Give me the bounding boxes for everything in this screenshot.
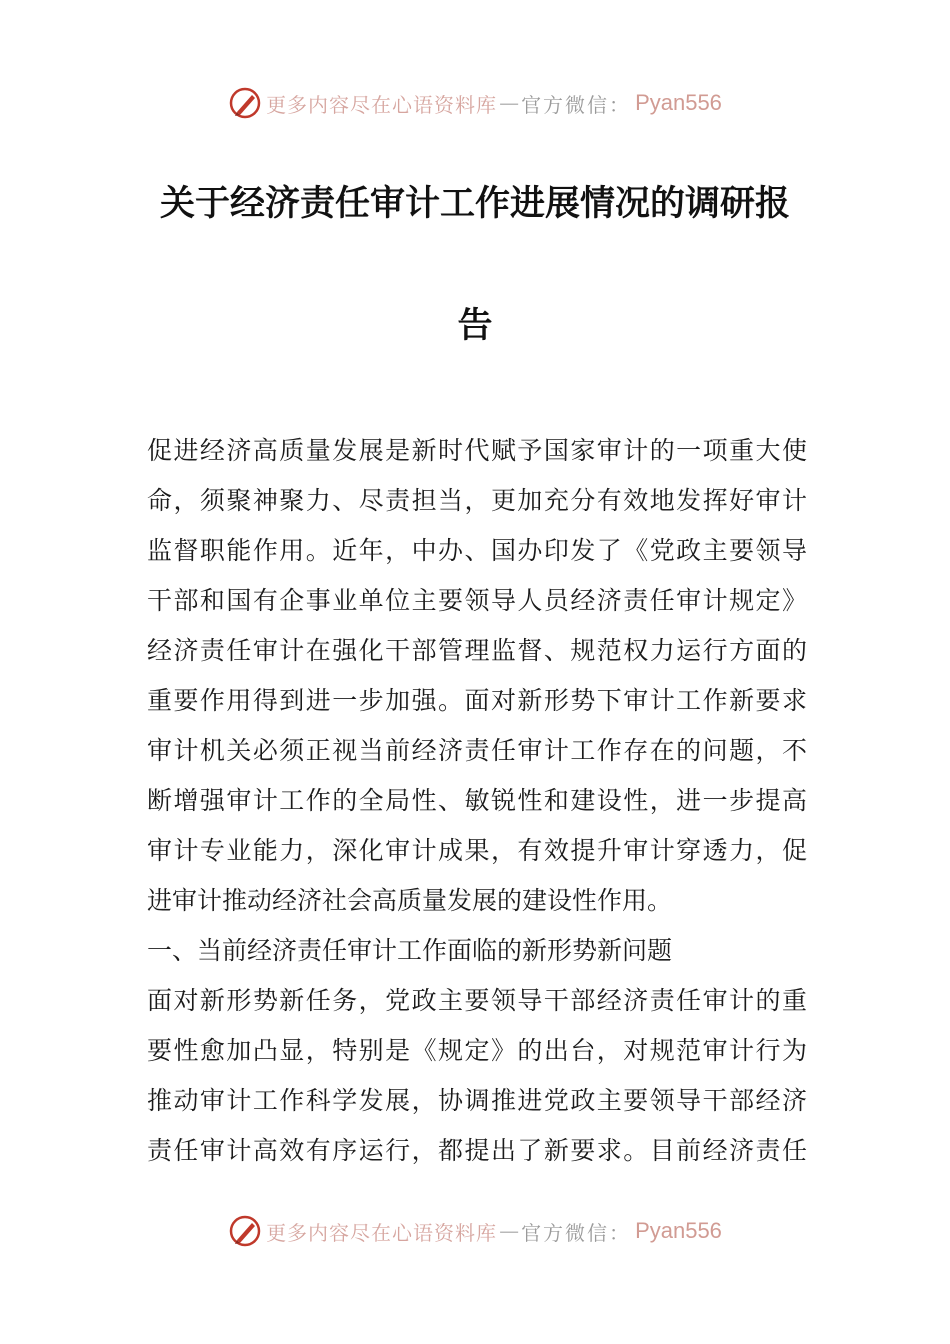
banner-text: 更多内容尽在心语资料库 bbox=[266, 1220, 498, 1245]
banner-wechat-id: Pyan556 bbox=[635, 1218, 722, 1243]
banner-wechat-label: 官方微信： bbox=[521, 1220, 632, 1245]
body-line: 促进经济高质量发展是新时代赋予国家审计的一项重大使 bbox=[147, 436, 807, 465]
banner-separator: — bbox=[499, 1219, 520, 1243]
banner-wechat-label: 官方微信： bbox=[521, 92, 632, 117]
body-line: 经济责任审计在强化干部管理监督、规范权力运行方面的 bbox=[147, 636, 807, 665]
body-line: 面对新形势新任务，党政主要领导干部经济责任审计的重 bbox=[147, 986, 807, 1015]
body-line: 断增强审计工作的全局性、敏锐性和建设性，进一步提高 bbox=[147, 786, 807, 815]
banner-wechat-id: Pyan556 bbox=[635, 90, 722, 115]
pen-logo-icon bbox=[228, 1214, 262, 1248]
body-line: 审计专业能力，深化审计成果，有效提升审计穿透力，促 bbox=[147, 836, 807, 865]
document-body bbox=[147, 426, 807, 1176]
body-line: 审计机关必须正视当前经济责任审计工作存在的问题，不 bbox=[147, 736, 807, 765]
body-line: 命，须聚神聚力、尽责担当，更加充分有效地发挥好审计 bbox=[147, 486, 807, 515]
document-title-line2: 告 bbox=[457, 306, 493, 346]
section-heading: 一、当前经济责任审计工作面临的新形势新问题 bbox=[147, 936, 673, 965]
banner-text: 更多内容尽在心语资料库 bbox=[266, 92, 498, 117]
body-line: 干部和国有企事业单位主要领导人员经济责任审计规定》 bbox=[147, 586, 807, 615]
body-line: 责任审计高效有序运行，都提出了新要求。目前经济责任 bbox=[147, 1136, 807, 1165]
body-line: 监督职能作用。近年，中办、国办印发了《党政主要领导 bbox=[147, 536, 807, 565]
document-title-line1: 关于经济责任审计工作进展情况的调研报 bbox=[159, 184, 790, 224]
pen-logo-icon bbox=[228, 86, 262, 120]
body-line: 推动审计工作科学发展，协调推进党政主要领导干部经济 bbox=[147, 1086, 807, 1115]
banner-separator: — bbox=[499, 91, 520, 115]
body-line: 重要作用得到进一步加强。面对新形势下审计工作新要求 bbox=[147, 686, 807, 715]
footer-banner bbox=[0, 1209, 950, 1253]
body-line: 要性愈加凸显，特别是《规定》的出台，对规范审计行为 bbox=[147, 1036, 807, 1065]
body-line: 进审计推动经济社会高质量发展的建设性作用。 bbox=[147, 886, 673, 915]
header-banner bbox=[0, 81, 950, 125]
